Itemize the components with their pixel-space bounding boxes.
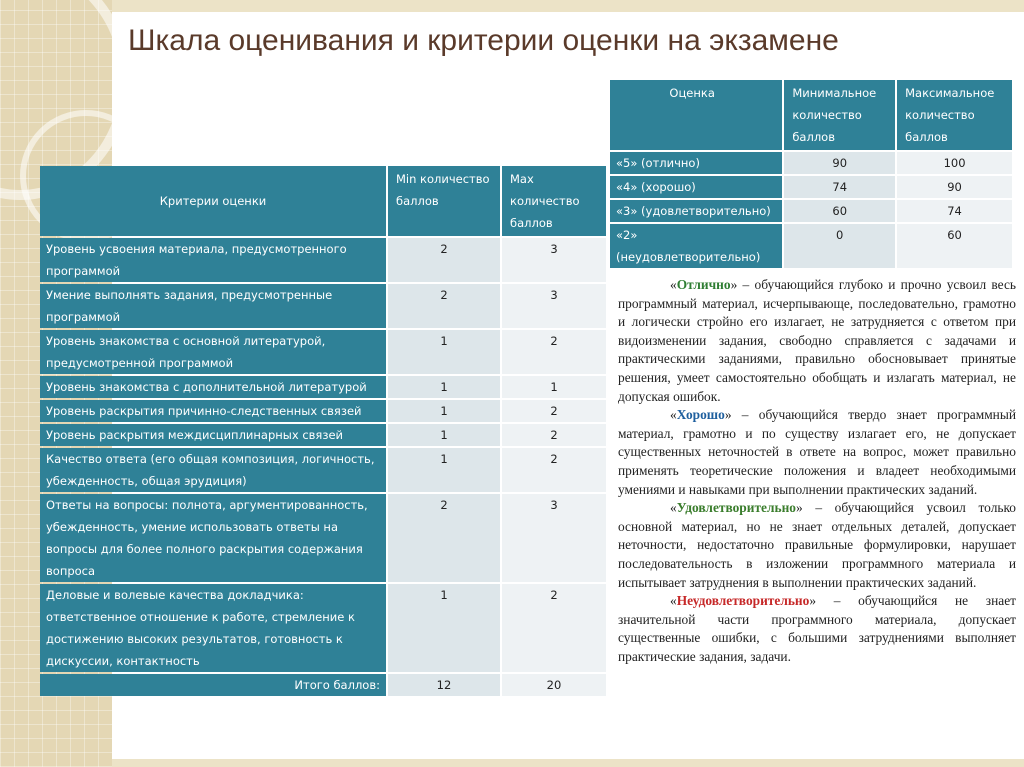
grade-label: «3» (удовлетворительно) <box>610 200 782 222</box>
grade-term: Удовлетворительно <box>676 500 796 516</box>
grade-table <box>608 78 1014 270</box>
criteria-table <box>38 164 608 698</box>
description-text: – обучающийся твердо знает программный материал, грамотно и по существу излагает его, не допускает существенных неточностей в ответе на вопрос, может правильно применять теоретические положения и владеет необходимыми умениями и навыками при выполнении практических заданий. <box>618 407 1016 497</box>
total-label: Итого баллов: <box>40 674 386 696</box>
criteria-label: Уровень раскрытия междисциплинарных связей <box>40 424 386 446</box>
quote-close: » <box>724 407 732 423</box>
criteria-min: 1 <box>388 584 500 672</box>
grade-descriptions <box>618 276 1016 666</box>
quote-open: « <box>670 277 677 292</box>
table-row <box>40 376 606 398</box>
total-row <box>40 674 606 696</box>
table-row <box>40 400 606 422</box>
slide-title: Шкала оценивания и критерии оценки на экзамене <box>128 24 839 57</box>
criteria-max: 3 <box>502 284 606 328</box>
table-row <box>610 224 1012 268</box>
grade-min: 74 <box>784 176 895 198</box>
criteria-max: 2 <box>502 584 606 672</box>
header-criteria: Критерии оценки <box>40 166 386 236</box>
quote-close: » <box>809 593 817 609</box>
grade-term: Хорошо <box>676 407 725 423</box>
table-row <box>40 584 606 672</box>
total-max: 20 <box>502 674 606 696</box>
description-text: – обучающийся усвоил только основной материал, но не знает отдельных деталей, допускает неточности, недостаточно правильные формулировки, нарушает последовательность в изложении программного материала и испытывает затруднения в выполнении практических заданий. <box>618 500 1016 590</box>
quote-open: « <box>670 593 677 609</box>
criteria-table-header <box>40 166 606 236</box>
criteria-label: Деловые и волевые качества докладчика: ответственное отношение к работе, стремление к достижению высоких результатов, готовность к дискуссии, контактность <box>40 584 386 672</box>
quote-close: » <box>796 500 803 516</box>
table-row <box>610 152 1012 174</box>
criteria-label: Ответы на вопросы: полнота, аргументированность, убежденность, умение использовать ответы на вопросы для более полного раскрытия содержания вопроса <box>40 494 386 582</box>
criteria-min: 1 <box>388 424 500 446</box>
quote-open: « <box>670 500 677 516</box>
table-row <box>40 330 606 374</box>
header-min: Min количество баллов <box>388 166 500 236</box>
quote-close: » <box>730 277 738 292</box>
grade-max: 74 <box>897 200 1012 222</box>
table-row <box>40 238 606 282</box>
header-grade: Оценка <box>610 80 782 150</box>
table-row <box>40 284 606 328</box>
table-row <box>610 176 1012 198</box>
description-text: – обучающийся глубоко и прочно усвоил весь программный материал, исчерпывающе, последовательно, грамотно и логически стройно его излагает, не затрудняется с ответом при видоизменении задания, свободно справляется с задачами и практическими заданиями, правильно обосновывает принятые решения, умеет самостоятельно обобщать и излагать материал, не допуская ошибок. <box>618 277 1016 404</box>
criteria-min: 1 <box>388 330 500 374</box>
criteria-label: Уровень знакомства с основной литературой, предусмотренной программой <box>40 330 386 374</box>
grade-max: 100 <box>897 152 1012 174</box>
table-row <box>610 200 1012 222</box>
criteria-min: 2 <box>388 284 500 328</box>
criteria-min: 2 <box>388 494 500 582</box>
criteria-label: Качество ответа (его общая композиция, логичность, убежденность, общая эрудиция) <box>40 448 386 492</box>
grade-term: Неудовлетворительно <box>676 593 810 609</box>
criteria-max: 1 <box>502 376 606 398</box>
description-text: – обучающийся не знает значительной части программного материала, допускает существенные ошибки, с большими затруднениями выполняет практические задания, задачи. <box>618 593 1016 664</box>
criteria-min: 2 <box>388 238 500 282</box>
criteria-max: 3 <box>502 238 606 282</box>
grade-label: «5» (отлично) <box>610 152 782 174</box>
table-row <box>40 494 606 582</box>
grade-term: Отлично <box>676 277 731 292</box>
criteria-max: 2 <box>502 330 606 374</box>
criteria-label: Уровень раскрытия причинно-следственных связей <box>40 400 386 422</box>
criteria-min: 1 <box>388 376 500 398</box>
table-row <box>40 424 606 446</box>
grade-min: 0 <box>784 224 895 268</box>
criteria-max: 3 <box>502 494 606 582</box>
grade-max: 90 <box>897 176 1012 198</box>
grade-table-header <box>610 80 1012 150</box>
grade-description <box>618 406 1016 499</box>
decorative-top-band <box>112 0 1024 12</box>
criteria-label: Уровень знакомства с дополнительной литературой <box>40 376 386 398</box>
table-row <box>40 448 606 492</box>
grade-min: 90 <box>784 152 895 174</box>
grade-label: «2» (неудовлетворительно) <box>610 224 782 268</box>
criteria-label: Умение выполнять задания, предусмотренные программой <box>40 284 386 328</box>
criteria-max: 2 <box>502 448 606 492</box>
grade-description <box>618 592 1016 666</box>
header-grade-max: Максимальное количество баллов <box>897 80 1012 150</box>
decorative-bottom-band <box>112 759 1024 767</box>
grade-description <box>618 499 1016 592</box>
grade-description <box>618 276 1016 406</box>
criteria-min: 1 <box>388 400 500 422</box>
grade-label: «4» (хорошо) <box>610 176 782 198</box>
criteria-label: Уровень усвоения материала, предусмотренного программой <box>40 238 386 282</box>
grade-max: 60 <box>897 224 1012 268</box>
quote-open: « <box>670 407 677 423</box>
criteria-min: 1 <box>388 448 500 492</box>
criteria-max: 2 <box>502 400 606 422</box>
total-min: 12 <box>388 674 500 696</box>
criteria-max: 2 <box>502 424 606 446</box>
grade-min: 60 <box>784 200 895 222</box>
header-grade-min: Минимальное количество баллов <box>784 80 895 150</box>
header-max: Max количество баллов <box>502 166 606 236</box>
